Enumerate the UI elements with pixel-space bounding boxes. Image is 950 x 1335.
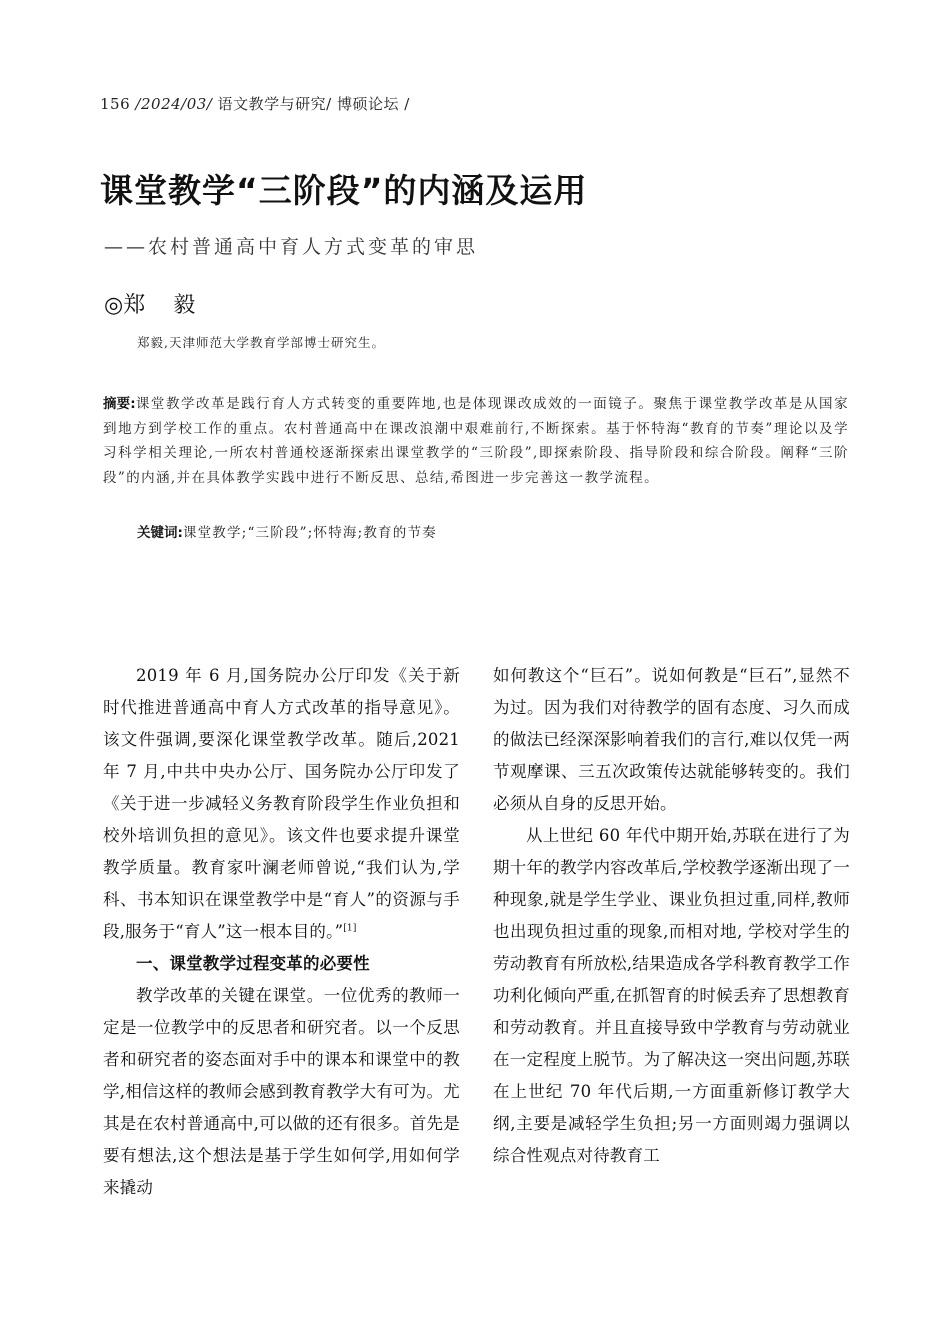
body-paragraph: 从上世纪 60 年代中期开始,苏联在进行了为期十年的教学内容改革后,学校教学逐渐出现了一种现象,就是学生学业、课业负担过重,同样,教师也出现负担过重的现象,而相对地, 学校对学生的劳动教育有所放松,结果造成各学科教育教学工作功利化倾向严重,在抓智育的时候丢弃了思想教育和劳动教育。并且直接导致中学教育与劳动就业在一定程度上脱节。为了解决这一突出问题,苏联在上世纪 70 年代后期,一方面重新修订教学大纲,主要是减轻学生负担;另一方面则竭力强调以综合性观点对待教育工	[493, 826, 850, 1165]
column-name: 博硕论坛 /	[331, 95, 410, 113]
abstract-text: 课堂教学改革是践行育人方式转变的重要阵地,也是体现课改成效的一面镜子。聚焦于课堂教学改革是从国家到地方到学校工作的重点。农村普通高中在课改浪潮中艰难前行,不断探索。基于怀特海“教育的节奏”理论以及学习科学相关理论,一所农村普通校逐渐探索出课堂教学的“三阶段”,即探索阶段、指导阶段和综合阶段。阐释“三阶段”的内涵,并在具体教学实践中进行不断反思、总结,希图进一步完善这一教学流程。	[103, 396, 849, 486]
keywords-text: 课堂教学;“三阶段”;怀特海;教育的节奏	[182, 525, 437, 541]
abstract	[103, 392, 849, 490]
body-paragraph: 如何教这个“巨石”。说如何教是“巨石”,显然不为过。因为我们对待教学的固有态度、习久而成的做法已经深深影响着我们的言行,难以仅凭一两节观摩课、三五次政策传达就能够转变的。我们必须从自身的反思开始。	[493, 666, 850, 813]
keywords	[137, 521, 437, 541]
page-number: 156	[100, 95, 131, 113]
issue-number: /2024/03/	[135, 95, 213, 113]
keywords-label: 关键词:	[137, 525, 183, 541]
citation-ref: [1]	[343, 923, 357, 934]
article-subtitle: ——农村普通高中育人方式变革的审思	[104, 236, 479, 258]
journal-name: 语文教学与研究/	[212, 95, 332, 113]
running-header	[100, 93, 410, 114]
author-name-second: 毅	[173, 293, 196, 318]
body-paragraph	[103, 660, 460, 948]
section-heading: 一、课堂教学过程变革的必要性	[136, 954, 370, 973]
abstract-label: 摘要:	[103, 396, 136, 412]
paragraph-text: 2019 年 6 月,国务院办公厅印发《关于新时代推进普通高中育人方式改革的指导意见》。该文件强调,要深化课堂教学改革。随后,2021 年 7 月,中共中央办公厅、国务院办公厅印发了《关于进一步减轻义务教育阶段学生作业负担和校外培训负担的意见》。该文件也要求提升课堂教学质量。教育家叶澜老师曾说,“我们认为,学科、书本知识在课堂教学中是“育人”的资源与手段,服务于“育人”这一根本目的。”	[103, 666, 460, 941]
author-mark: ◎	[104, 293, 124, 318]
article-title: 课堂教学“三阶段”的内涵及运用	[100, 171, 588, 210]
author-affiliation: 郑毅,天津师范大学教育学部博士研究生。	[137, 335, 385, 350]
body-column-right	[493, 660, 850, 1172]
body-paragraph: 教学改革的关键在课堂。一位优秀的教师一定是一位教学中的反思者和研究者。以一个反思者和研究者的姿态面对手中的课本和课堂中的教学,相信这样的教师会感到教育教学大有可为。尤其是在农村普通高中,可以做的还有很多。首先是要有想法,这个想法是基于学生如何学,用如何学来撬动	[103, 986, 460, 1197]
author-name-first: 郑	[123, 293, 146, 318]
body-column-left	[103, 660, 460, 1204]
author-line	[104, 288, 195, 319]
